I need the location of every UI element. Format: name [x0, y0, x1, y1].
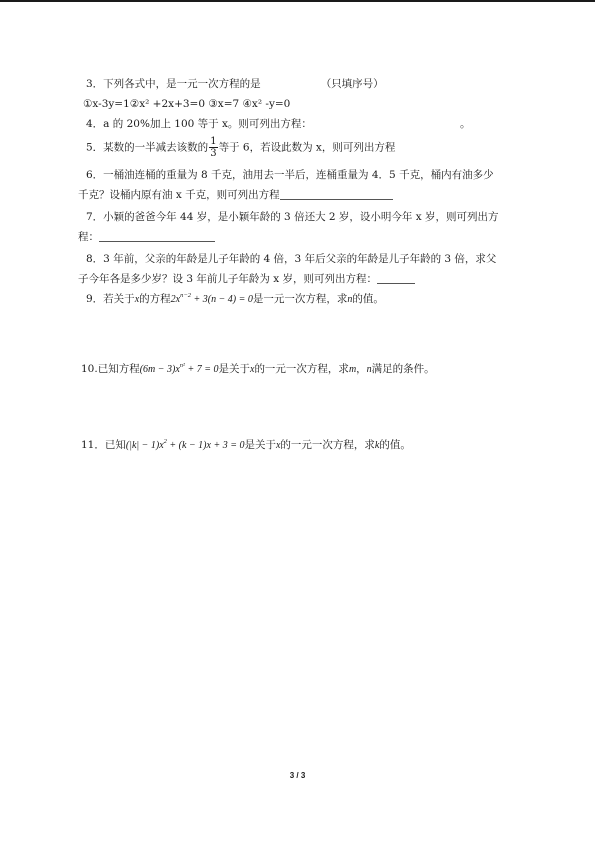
q11-eq-exponent: 2 — [163, 438, 167, 445]
question-11 — [81, 437, 523, 454]
q10-eq-part-b: + 7 = 0 — [184, 364, 219, 375]
q8-line1: 8．3 年前，父亲的年龄是儿子年龄的 4 倍，3 年后父亲的年龄是儿子年龄的 3 倍，求父 — [86, 253, 497, 265]
q4-text: 4．a 的 20%加上 100 等于 x。则可列出方程： — [86, 118, 312, 130]
question-8-cont — [78, 271, 523, 287]
q11-pre: 11．已知 — [81, 439, 126, 451]
var-n: n — [366, 364, 372, 375]
page-number: 3 / 3 — [289, 771, 306, 780]
question-9 — [86, 291, 523, 308]
q5-pre: 5．某数的一半减去该数的 — [86, 141, 209, 154]
var-m: m — [348, 364, 357, 375]
q11-mid2: 的一元一次方程，求 — [280, 439, 375, 451]
q10-eq-part-a: (6m − 3)x — [139, 364, 180, 375]
q9-post: 是一元一次方程，求 — [252, 293, 348, 305]
q3-text: 3．下列各式中，是一元一次方程的是 — [86, 78, 261, 90]
question-3 — [86, 76, 523, 92]
q10-mid: 是关于 — [218, 363, 250, 375]
var-x: x — [134, 294, 140, 305]
question-5 — [86, 136, 523, 159]
question-6 — [86, 167, 523, 183]
q9-eq-part-b: + 3(n − 4) = 0 — [190, 294, 253, 305]
q11-mid: 是关于 — [244, 439, 276, 451]
fraction-denominator: 3 — [210, 148, 217, 159]
q10-sep: ， — [356, 363, 367, 375]
q10-eq-exponent: n² — [179, 362, 185, 369]
q3-hint: （只填序号） — [320, 78, 384, 90]
q9-pre: 9．若关于 — [86, 293, 135, 305]
q3-options: ①x-3y=1②x² +2x+3=0 ③x=7 ④x² -y=0 — [83, 98, 291, 110]
top-border — [0, 0, 595, 2]
q4-end: 。 — [459, 118, 471, 130]
q8-answer-blank[interactable] — [377, 272, 415, 284]
q7-line1: 7．小颖的爸爸今年 44 岁，是小颖年龄的 3 倍还大 2 岁，设小明今年 x 岁，则可列出方 — [86, 211, 499, 223]
question-3-options — [83, 96, 523, 112]
question-4 — [86, 116, 523, 132]
fraction-numerator: 1 — [210, 136, 217, 147]
q9-eq-exponent: n−2 — [180, 292, 191, 299]
q6-answer-blank[interactable] — [280, 188, 393, 200]
q10-mid2: 的一元一次方程，求 — [254, 363, 349, 375]
q9-mid: 的方程 — [139, 293, 171, 305]
q11-eq-part-a: (|k| − 1)x — [125, 440, 164, 451]
q7-line2: 程： — [78, 231, 99, 243]
question-7-cont — [78, 229, 523, 245]
fraction-one-third — [209, 136, 217, 159]
q10-pre: 10.已知方程 — [81, 363, 140, 375]
question-8 — [86, 251, 523, 267]
q11-eq-part-b: + (k − 1)x + 3 = 0 — [166, 440, 245, 451]
q8-line2: 子今年各是多少岁？设 3 年前儿子年龄为 x 岁，则可列出方程： — [78, 273, 377, 285]
question-10 — [81, 361, 523, 378]
worksheet — [78, 76, 523, 454]
var-n: n — [347, 294, 353, 305]
q9-equation — [171, 294, 253, 305]
q6-line1: 6．一桶油连桶的重量为 8 千克，油用去一半后，连桶重量为 4．5 千克，桶内有油多少 — [86, 169, 494, 181]
var-x: x — [249, 364, 255, 375]
q7-answer-blank[interactable] — [99, 230, 215, 242]
q11-equation — [126, 440, 245, 451]
q5-post: 等于 6，若设此数为 x，则可列出方程 — [218, 141, 396, 154]
question-6-cont — [78, 187, 523, 203]
q11-end: 的值。 — [379, 439, 411, 451]
q6-line2: 千克？设桶内原有油 x 千克，则可列出方程 — [78, 189, 280, 201]
q9-end: 的值。 — [352, 293, 384, 305]
var-x: x — [275, 440, 281, 451]
q10-end: 满足的条件。 — [371, 363, 435, 375]
var-k: k — [374, 440, 380, 451]
q10-equation — [140, 364, 219, 375]
q9-eq-part-a: 2x — [170, 294, 181, 305]
question-7 — [86, 209, 523, 225]
